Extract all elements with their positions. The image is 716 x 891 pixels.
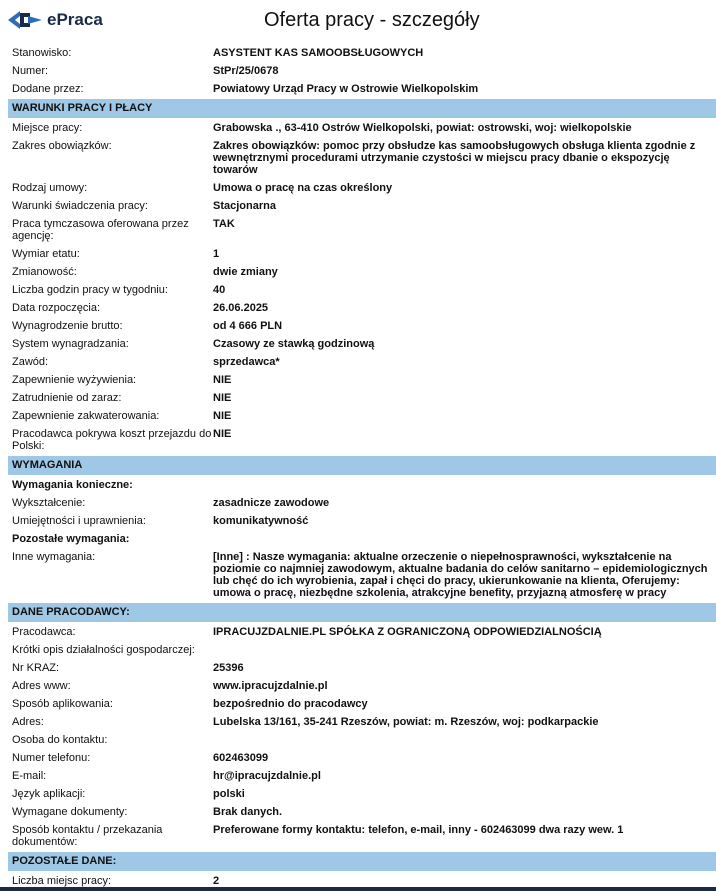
- field-label: Rodzaj umowy:: [12, 182, 88, 194]
- field-label: Zapewnienie wyżywienia:: [12, 374, 137, 386]
- field-value: komunikatywność: [213, 515, 309, 527]
- field-label: Praca tymczasowa oferowana przez agencję:: [12, 218, 189, 242]
- field-label: Miejsce pracy:: [12, 122, 83, 134]
- detail-row: [8, 389, 716, 407]
- field-label: Zapewnienie zakwaterowania:: [12, 410, 160, 422]
- detail-row: [8, 197, 716, 215]
- field-label: Zmianowość:: [12, 266, 77, 278]
- field-value: NIE: [213, 410, 232, 422]
- detail-row: [8, 62, 716, 80]
- logo-text: ePraca: [47, 10, 103, 29]
- field-value: [213, 641, 716, 647]
- field-value: Czasowy ze stawką godzinową: [213, 338, 375, 350]
- field-value: NIE: [213, 374, 232, 386]
- field-label: Liczba miejsc pracy:: [12, 875, 112, 887]
- detail-row: [8, 281, 716, 299]
- section-warunki: [8, 119, 716, 455]
- field-label: Wymagane dokumenty:: [12, 806, 128, 818]
- field-value: 25396: [213, 662, 244, 674]
- field-value: Powiatowy Urząd Pracy w Ostrowie Wielkopolskim: [213, 83, 479, 95]
- offer-summary: [8, 44, 716, 98]
- field-label: E-mail:: [12, 770, 47, 782]
- detail-row: [8, 494, 716, 512]
- field-label: Numer telefonu:: [12, 752, 91, 764]
- section-header-warunki: WARUNKI PRACY I PŁACY: [8, 99, 716, 118]
- detail-row: [8, 407, 716, 425]
- section-header-wymagania: WYMAGANIA: [8, 456, 716, 475]
- detail-row: [8, 353, 716, 371]
- detail-row: [8, 659, 716, 677]
- field-label: Stanowisko:: [12, 47, 72, 59]
- field-value: Preferowane formy kontaktu: telefon, e-mail, inny - 602463099 dwa razy wew. 1: [213, 824, 624, 836]
- detail-row: [8, 512, 716, 530]
- field-label: Adres www:: [12, 680, 71, 692]
- field-value: 40: [213, 284, 226, 296]
- field-label: Zatrudnienie od zaraz:: [12, 392, 122, 404]
- field-value: sprzedawca*: [213, 356, 280, 368]
- field-label: Osoba do kontaktu:: [12, 734, 108, 746]
- detail-row: [8, 44, 716, 62]
- field-label: Data rozpoczęcia:: [12, 302, 101, 314]
- detail-row: [8, 263, 716, 281]
- website-link[interactable]: www.ipracujzdalnie.pl: [213, 680, 328, 692]
- detail-row: [8, 641, 716, 659]
- field-label: Pracodawca pokrywa koszt przejazdu do Polski:: [12, 428, 212, 452]
- required-subheading: Wymagania konieczne:: [12, 479, 133, 491]
- field-value: [Inne] : Nasze wymagania: aktualne orzeczenie o niepełnosprawności, wykształcenie na poziomie co najmniej zawodowym, aktualne badania do celów sanitarno – epidemiologicznych lub chęć do ich wyrobienia, zapał i chęci do pracy, ukierunkowanie na klienta, Oferujemy: umowa o pracę, niezbędne szkolenia, atrakcyjne benefity, przyjazną atmosferę w pracy: [213, 551, 708, 599]
- field-label: Numer:: [12, 65, 49, 77]
- detail-row: [8, 548, 716, 602]
- field-value: bezpośrednio do pracodawcy: [213, 698, 368, 710]
- page-title: Oferta pracy - szczegóły: [264, 9, 480, 31]
- detail-row: [8, 215, 716, 245]
- field-label: Adres:: [12, 716, 44, 728]
- field-label: Wymiar etatu:: [12, 248, 80, 260]
- field-value: NIE: [213, 428, 232, 440]
- section-wymagania: [8, 476, 716, 602]
- email-link[interactable]: hr@ipracujzdalnie.pl: [213, 770, 321, 782]
- detail-row: [8, 713, 716, 731]
- field-value: [213, 731, 716, 737]
- field-label: Krótki opis działalności gospodarczej:: [12, 644, 195, 656]
- detail-row: [8, 425, 716, 455]
- field-value: Umowa o pracę na czas określony: [213, 182, 393, 194]
- field-value: zasadnicze zawodowe: [213, 497, 330, 509]
- field-label: System wynagradzania:: [12, 338, 129, 350]
- field-value: 2: [213, 875, 220, 887]
- detail-row: [8, 245, 716, 263]
- detail-row: [8, 335, 716, 353]
- page-bottom-rule: [0, 887, 716, 891]
- detail-row: [8, 821, 716, 851]
- detail-row: [8, 623, 716, 641]
- detail-row: [8, 371, 716, 389]
- other-subheading: Pozostałe wymagania:: [12, 533, 130, 545]
- section-header-pozostale: POZOSTAŁE DANE:: [8, 852, 716, 871]
- field-label: Język aplikacji:: [12, 788, 86, 800]
- detail-row: [8, 317, 716, 335]
- detail-row: [8, 785, 716, 803]
- field-label: Inne wymagania:: [12, 551, 96, 563]
- field-label: Sposób aplikowania:: [12, 698, 113, 710]
- offer-details: [8, 44, 716, 890]
- detail-row: [8, 749, 716, 767]
- section-pracodawca: [8, 623, 716, 851]
- field-value: Lubelska 13/161, 35-241 Rzeszów, powiat: m. Rzeszów, woj: podkarpackie: [213, 716, 599, 728]
- detail-row: [8, 803, 716, 821]
- epraca-logo-icon: [6, 9, 44, 31]
- field-value: polski: [213, 788, 245, 800]
- detail-row: [8, 119, 716, 137]
- field-label: Sposób kontaktu / przekazania dokumentów:: [12, 824, 163, 848]
- field-value: Grabowska ., 63-410 Ostrów Wielkopolski, powiat: ostrowski, woj: wielkopolskie: [213, 122, 632, 134]
- field-value: TAK: [213, 218, 235, 230]
- field-label: Umiejętności i uprawnienia:: [12, 515, 146, 527]
- detail-row: [8, 695, 716, 713]
- field-label: Zakres obowiązków:: [12, 140, 112, 152]
- field-value: StPr/25/0678: [213, 65, 279, 77]
- field-value: 602463099: [213, 752, 269, 764]
- field-value: Zakres obowiązków: pomoc przy obsłudze kas samoobsługowych obsługa klienta zgodnie z wewnętrznymi procedurami utrzymanie czystości w miejscu pracy dbanie o ekspozycję towarów: [213, 140, 696, 176]
- detail-row: [8, 677, 716, 695]
- detail-row: [8, 80, 716, 98]
- field-label: Warunki świadczenia pracy:: [12, 200, 148, 212]
- detail-row: [8, 179, 716, 197]
- detail-row: [8, 731, 716, 749]
- field-value: Brak danych.: [213, 806, 283, 818]
- field-label: Wykształcenie:: [12, 497, 86, 509]
- field-value: Stacjonarna: [213, 200, 276, 212]
- field-label: Pracodawca:: [12, 626, 76, 638]
- field-value: od 4 666 PLN: [213, 320, 283, 332]
- detail-row: [8, 137, 716, 179]
- field-value: dwie zmiany: [213, 266, 278, 278]
- section-header-pracodawca: DANE PRACODAWCY:: [8, 603, 716, 622]
- field-label: Wynagrodzenie brutto:: [12, 320, 123, 332]
- detail-row: [8, 767, 716, 785]
- field-label: Liczba godzin pracy w tygodniu:: [12, 284, 168, 296]
- field-value: 26.06.2025: [213, 302, 269, 314]
- field-value: 1: [213, 248, 220, 260]
- epraca-logo: [6, 8, 103, 32]
- detail-row: [8, 299, 716, 317]
- field-label: Nr KRAZ:: [12, 662, 60, 674]
- field-value: NIE: [213, 392, 232, 404]
- field-value: ASYSTENT KAS SAMOOBSŁUGOWYCH: [213, 47, 424, 59]
- page-header: [0, 0, 716, 42]
- field-value: IPRACUJZDALNIE.PL SPÓŁKA Z OGRANICZONĄ ODPOWIEDZIALNOŚCIĄ: [213, 626, 602, 638]
- field-label: Zawód:: [12, 356, 49, 368]
- field-label: Dodane przez:: [12, 83, 84, 95]
